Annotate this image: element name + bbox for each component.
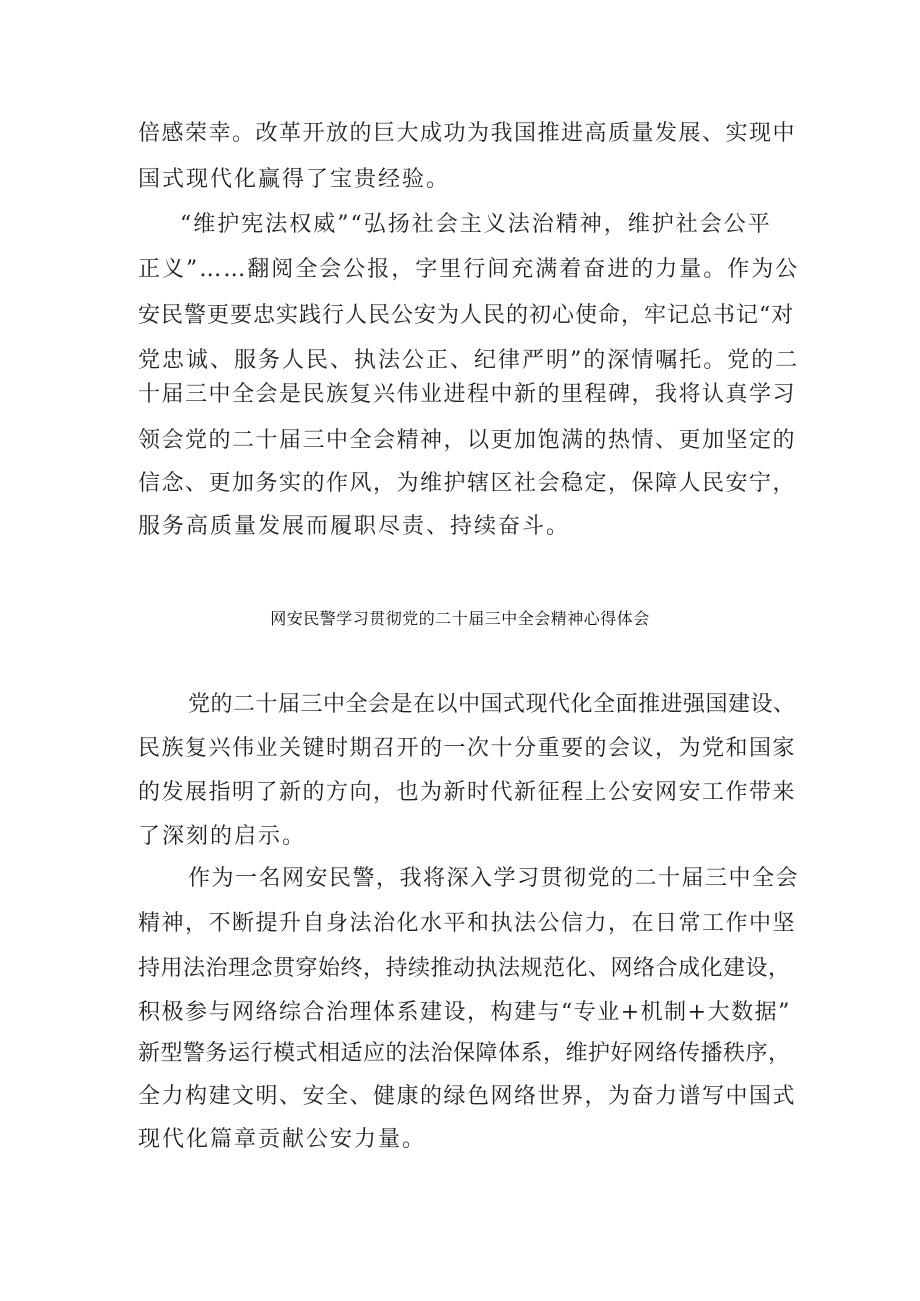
para4-line-2: 精神，不断提升自身法治化水平和执法公信力，在日常工作中坚 [138,911,797,936]
para2-line-3: 安民警更要忠实践行人民公安为人民的初心使命，牢记总书记“对 [138,303,795,328]
para4-line-3: 持用法治理念贯穿始终，持续推动执法规范化、网络合成化建设， [138,956,791,981]
para1-line-1: 倍感荣幸。改革开放的巨大成功为我国推进高质量发展、实现中 [138,121,797,146]
para4-line-6: 全力构建文明、安全、健康的绿色网络世界，为奋力谱写中国式 [138,1084,797,1109]
para3-line-1: 党的二十届三中全会是在以中国式现代化全面推进强国建设、 [188,692,796,717]
para2-line-5: 十届三中全会是民族复兴伟业进程中新的里程碑，我将认真学习 [138,382,797,407]
para1-line-2: 国式现代化赢得了宝贵经验。 [138,167,451,192]
para4-line-7: 现代化篇章贡献公安力量。 [138,1127,427,1152]
para4-line-4: 积极参与网络综合治理体系建设，构建与“专业+机制+大数据” [138,1000,791,1025]
para2-line-6: 领会党的二十届三中全会精神，以更加饱满的热情、更加坚定的 [138,428,797,453]
para4-line-5: 新型警务运行模式相适应的法治保障体系，维护好网络传播秩序， [138,1041,791,1066]
para2-line-4: 党忠诚、服务人民、执法公正、纪律严明”的深情嘱托。党的二 [138,348,800,373]
para4-line-1: 作为一名网安民警，我将深入学习贯彻党的二十届三中全会 [188,866,800,891]
para2-line-8: 服务高质量发展而履职尽责、持续奋斗。 [138,514,571,539]
para2-line-1: “维护宪法权威”“弘扬社会主义法治精神，维护社会公平 [180,212,772,237]
para2-line-7: 信念、更加务实的作风，为维护辖区社会稳定，保障人民安宁， [138,471,797,496]
para3-line-4: 了深刻的启示。 [138,824,307,849]
para3-line-2: 民族复兴伟业关键时期召开的一次十分重要的会议，为党和国家 [138,736,797,761]
para2-line-2: 正义”……翻阅全会公报，字里行间充满着奋进的力量。作为公 [138,257,800,282]
para3-line-3: 的发展指明了新的方向，也为新时代新征程上公安网安工作带来 [138,780,797,805]
section-heading: 网安民警学习贯彻党的二十届三中全会精神心得体会 [270,609,650,628]
